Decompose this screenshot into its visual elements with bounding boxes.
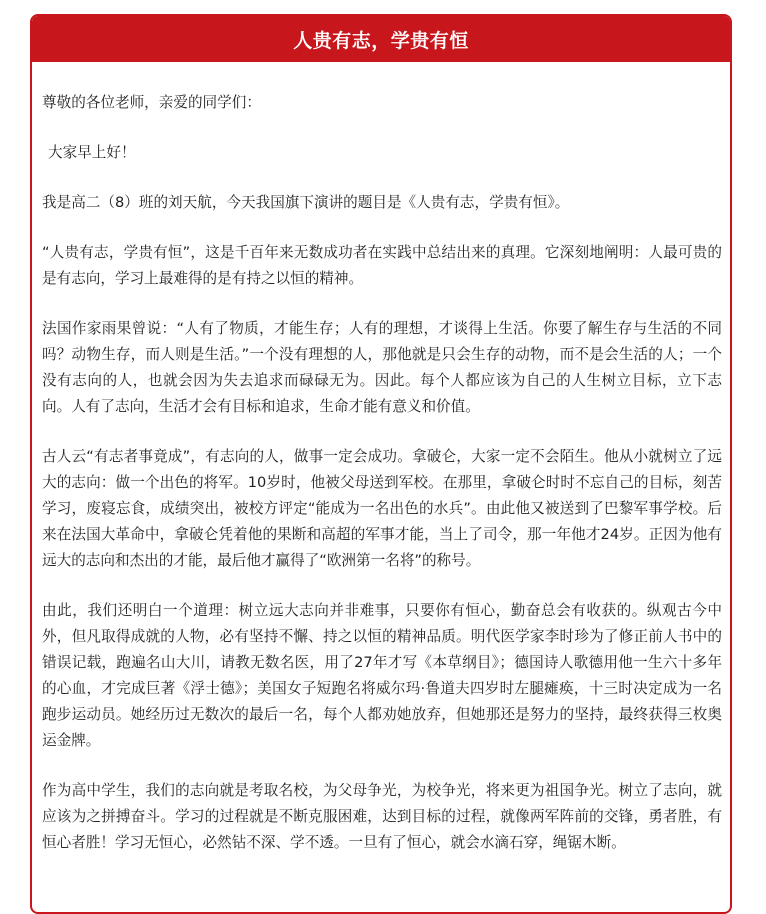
paragraph-salutation: 尊敬的各位老师，亲爱的同学们： xyxy=(42,94,261,111)
paragraph-hugo-quote: 法国作家雨果曾说：“人有了物质，才能生存；人有的理想，才谈得上生活。你要了解生存与生活的不同吗？动物生存，而人则是生活。”一个没有理想的人，那他就是只会生存的动物，而不是会生活的人；一个没有志向的人，也就会因为失去追求而碌碌无为。因此。每个人都应该为自己的人生树立目标，立下志向。人有了志向，生活才会有目标和追求，生命才能有意义和价值。 xyxy=(42,320,722,415)
speech-body xyxy=(32,62,730,856)
paragraph-thesis: “人贵有志，学贵有恒”，这是千百年来无数成功者在实践中总结出来的真理。它深刻地阐明：人最可贵的是有志向，学习上最难得的是有持之以恒的精神。 xyxy=(42,244,722,287)
paragraph-perseverance: 由此，我们还明白一个道理：树立远大志向并非难事，只要你有恒心，勤奋总会有收获的。纵观古今中外，但凡取得成就的人物，必有坚持不懈、持之以恒的精神品质。明代医学家李时珍为了修正前人书中的错误记载，跑遍名山大川，请教无数名医，用了27年才写《本草纲目》；德国诗人歌德用他一生六十多年的心血，才完成巨著《浮士德》；美国女子短跑名将威尔玛·鲁道夫四岁时左腿瘫痪，十三时决定成为一名跑步运动员。她经历过无数次的最后一名，每个人都劝她放弃，但她那还是努力的坚持，最终获得三枚奥运金牌。 xyxy=(42,602,722,749)
speech-card xyxy=(30,14,732,914)
paragraph-greeting: 大家早上好！ xyxy=(48,144,136,161)
paragraph-conclusion: 作为高中学生，我们的志向就是考取名校，为父母争光，为校争光，将来更为祖国争光。树立了志向，就应该为之拼搏奋斗。学习的过程就是不断克服困难，达到目标的过程，就像两军阵前的交锋，勇者胜，有恒心者胜！学习无恒心，必然钻不深、学不透。一旦有了恒心，就会水滴石穿，绳锯木断。 xyxy=(42,782,722,851)
paragraph-napoleon: 古人云“有志者事竟成”，有志向的人，做事一定会成功。拿破仑，大家一定不会陌生。他从小就树立了远大的志向：做一个出色的将军。10岁时，他被父母送到军校。在那里，拿破仑时时不忘自己的目标，刻苦学习，废寝忘食，成绩突出，被校方评定“能成为一名出色的水兵”。由此他又被送到了巴黎军事学校。后来在法国大革命中，拿破仑凭着他的果断和高超的军事才能，当上了司令，那一年他才24岁。正因为他有远大的志向和杰出的才能，最后他才赢得了“欧洲第一名将”的称号。 xyxy=(42,448,722,569)
page-title: 人贵有志，学贵有恒 xyxy=(293,29,469,52)
title-bar xyxy=(32,16,730,62)
paragraph-intro: 我是高二（8）班的刘天航，今天我国旗下演讲的题目是《人贵有志，学贵有恒》。 xyxy=(42,194,570,211)
